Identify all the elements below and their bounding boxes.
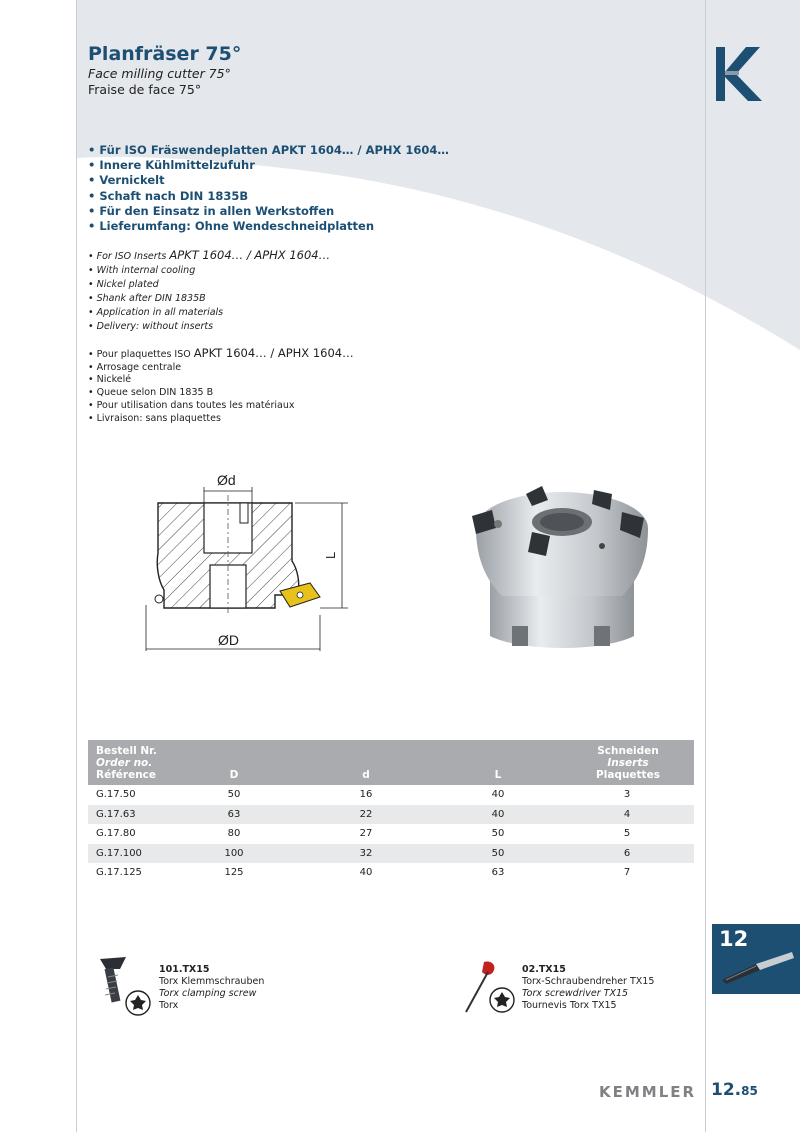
table-row: G.17.80 80 27 50 5: [96, 828, 631, 839]
feature-item: • Lieferumfang: Ohne Wendeschneidplatten: [88, 219, 375, 234]
footer-brand: KEMMLER: [599, 1083, 697, 1101]
kemmler-k-logo: [716, 47, 762, 101]
feature-item: • Pour utilisation dans toutes les matériaux: [88, 399, 295, 411]
feature-item: • For ISO Inserts APKT 1604… / APHX 1604…: [88, 248, 331, 262]
feature-item: • Pour plaquettes ISO APKT 1604… / APHX 1604…: [88, 346, 354, 360]
feature-item: • Für den Einsatz in allen Werkstoffen: [88, 203, 335, 218]
subtitle-french: Fraise de face 75°: [88, 82, 202, 97]
torx-screwdriver-icon: [462, 958, 520, 1016]
feature-item: • Shank after DIN 1835B: [88, 292, 206, 304]
feature-list-german: [88, 143, 449, 234]
feature-item: • Arrosage centrale: [88, 361, 182, 373]
table-row: G.17.50 50 16 40 3: [96, 789, 631, 800]
torx-screw-icon: [96, 955, 156, 1017]
section-tab-number: 12: [719, 927, 749, 951]
feature-item: • Schaft nach DIN 1835B: [88, 188, 249, 203]
feature-item: • Vernickelt: [88, 173, 165, 188]
right-margin-rule: [705, 0, 706, 1132]
page-number: 12.85: [711, 1080, 758, 1100]
feature-list-french: [88, 347, 354, 425]
feature-item: • Delivery: without inserts: [88, 320, 214, 332]
left-margin-rule: [76, 0, 77, 1132]
length-L-label: L: [323, 551, 338, 559]
accessory-screw: 101.TX15 Torx Klemmschrauben Torx clamping screw Torx: [159, 964, 265, 1011]
feature-item: • With internal cooling: [88, 264, 196, 276]
diameter-D-label: ØD: [218, 632, 239, 648]
table-header: Bestell Nr. Order no. Référence D d L Schneiden Inserts Plaquettes: [88, 740, 694, 785]
table-row: G.17.63 63 22 40 4: [88, 805, 694, 825]
diameter-d-label: Ød: [217, 472, 236, 488]
feature-item: • Innere Kühlmittelzufuhr: [88, 158, 255, 173]
technical-drawing: [130, 465, 370, 655]
table-row: G.17.100 100 32 50 6: [88, 844, 694, 864]
order-table: [88, 740, 694, 883]
feature-item: • Nickelé: [88, 374, 132, 386]
product-photo-milling-cutter: [462, 476, 656, 656]
feature-item: • Für ISO Fräswendeplatten APKT 1604… / APHX 1604…: [88, 143, 449, 157]
feature-item: • Livraison: sans plaquettes: [88, 412, 221, 424]
accessory-screwdriver: 02.TX15 Torx-Schraubendreher TX15 Torx screwdriver TX15 Tournevis Torx TX15: [522, 964, 655, 1011]
subtitle-english: Face milling cutter 75°: [88, 66, 231, 81]
end-mill-icon: [716, 950, 796, 984]
page-title: Planfräser 75°: [88, 43, 242, 65]
feature-item: • Nickel plated: [88, 278, 159, 290]
feature-item: • Application in all materials: [88, 306, 224, 318]
table-row: G.17.125 125 40 63 7: [96, 867, 631, 878]
feature-list-english: [88, 249, 330, 333]
feature-item: • Queue selon DIN 1835 B: [88, 387, 214, 399]
